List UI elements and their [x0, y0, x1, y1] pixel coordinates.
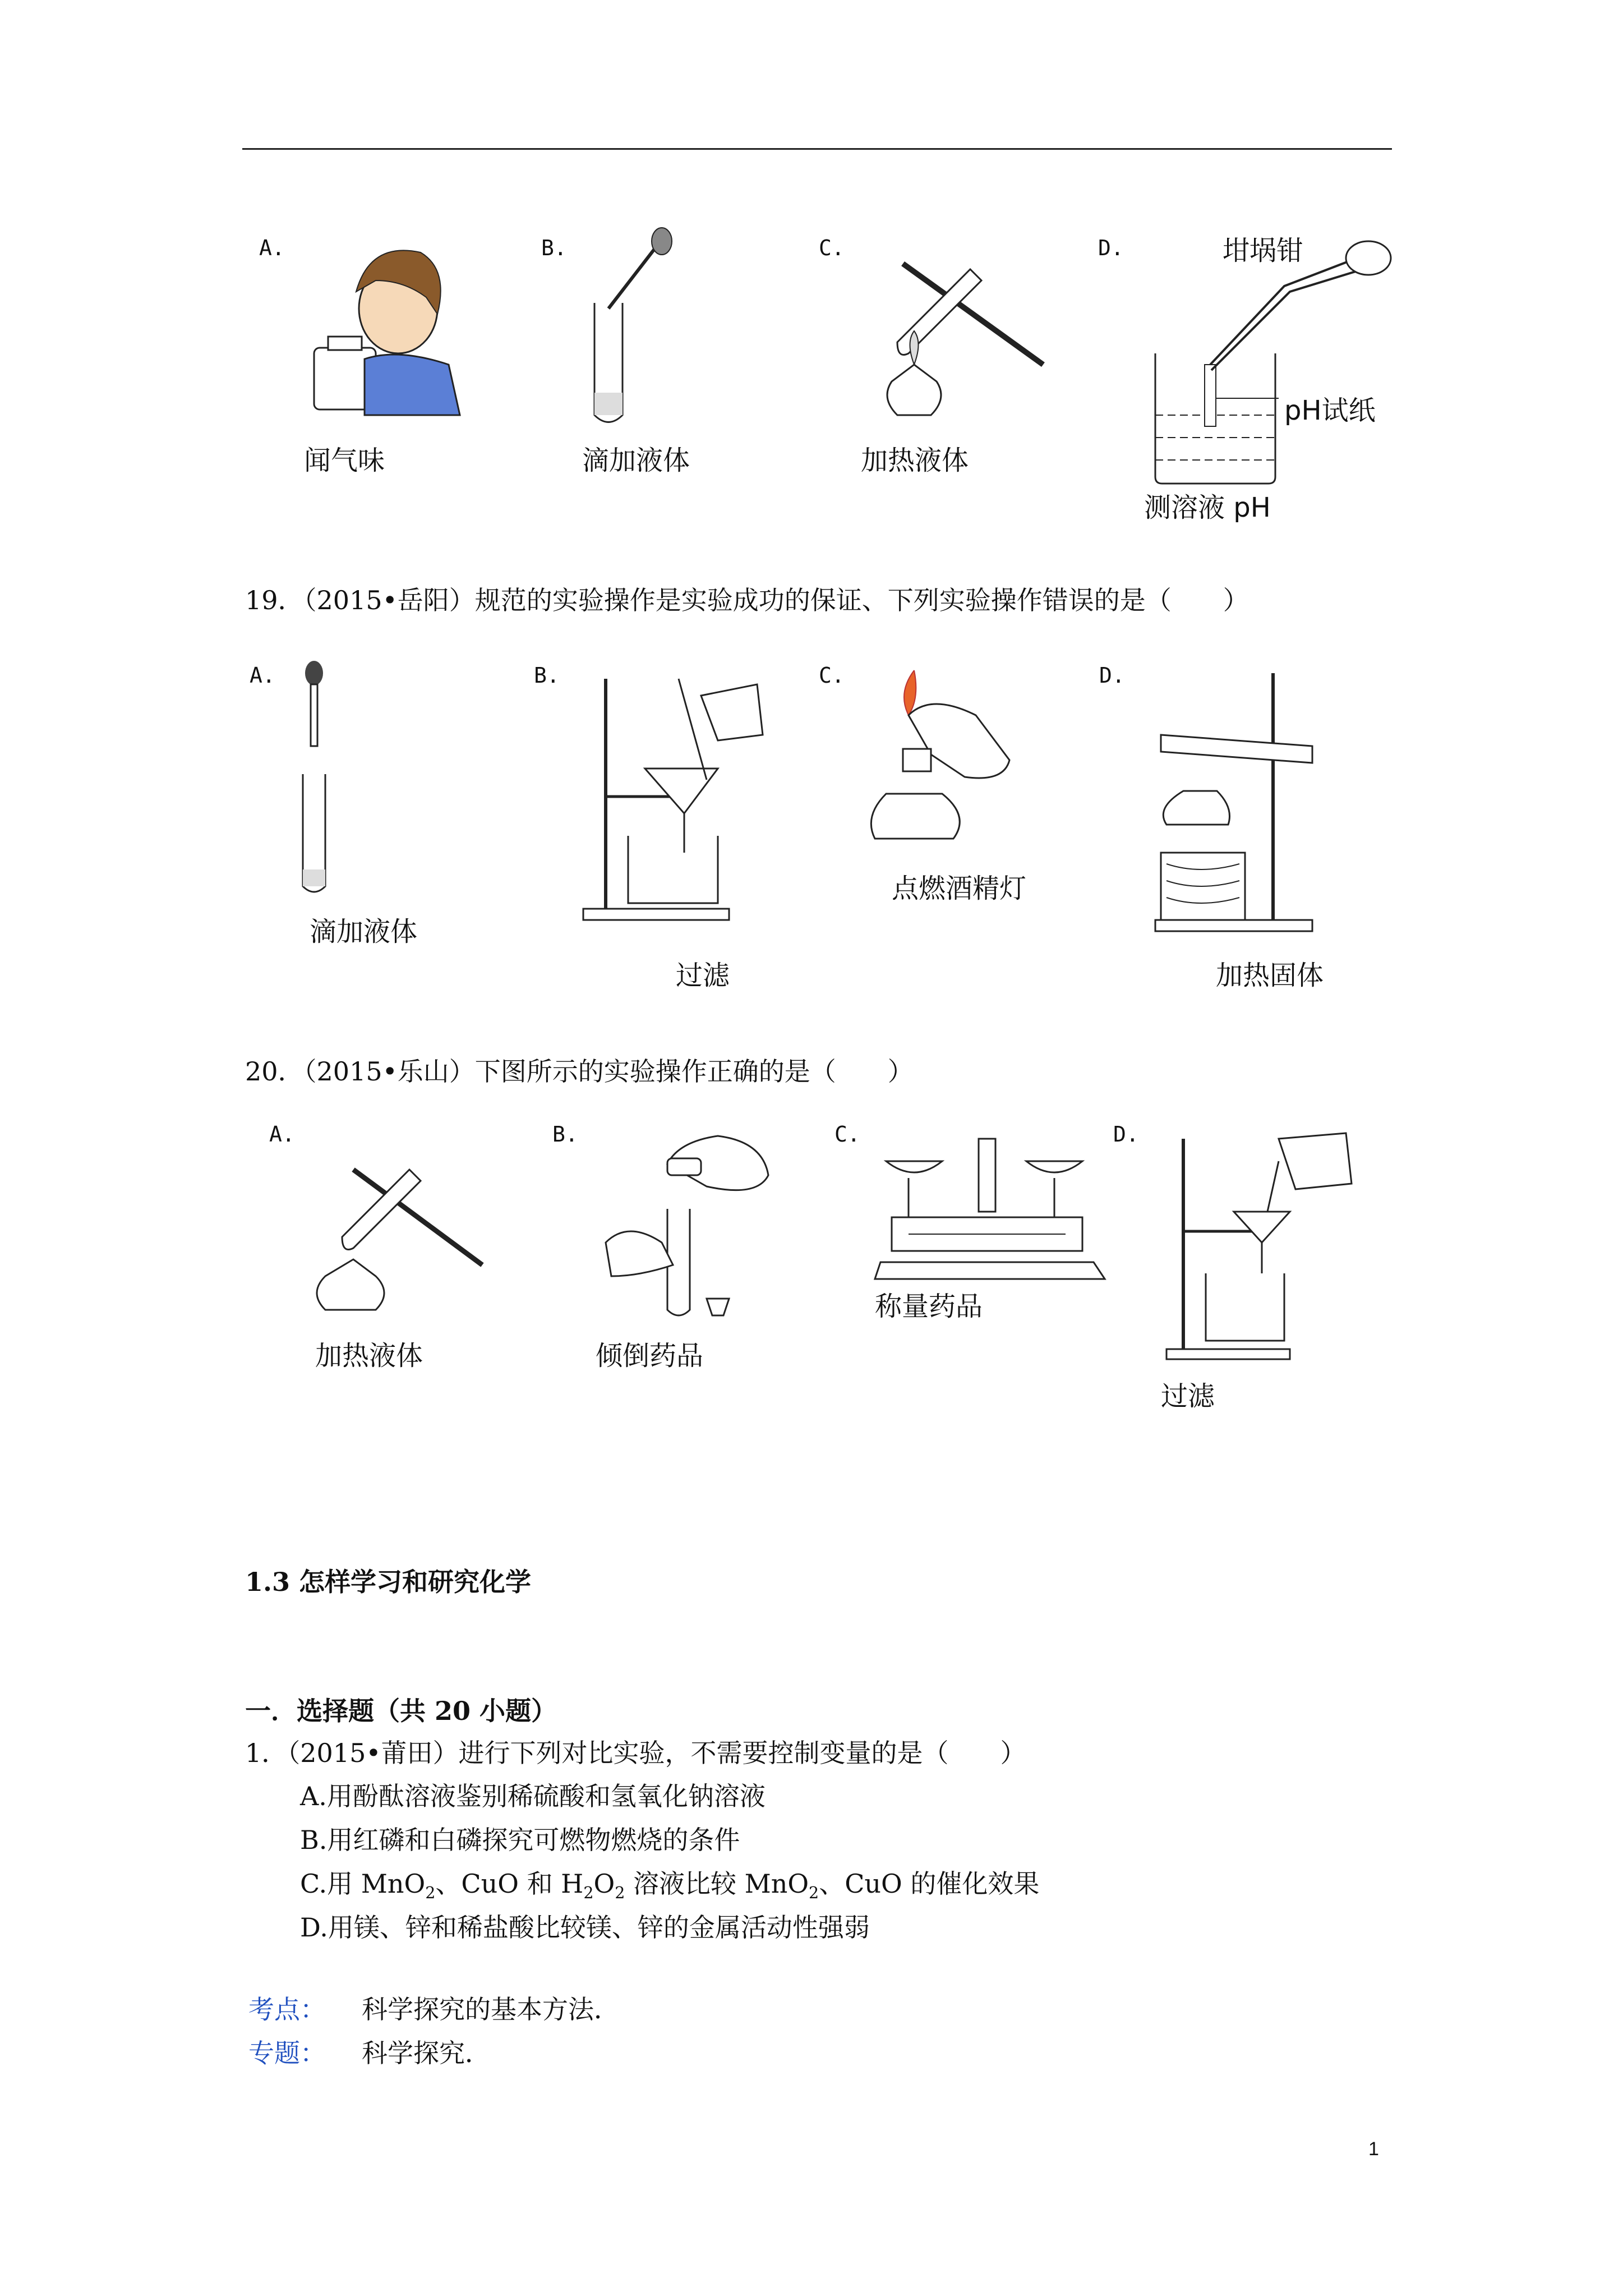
q18-label-ph-paper: pH试纸 — [1284, 395, 1376, 426]
q19-figure-d-heating-solid — [1150, 668, 1335, 933]
q18-option-d-letter: D. — [1098, 236, 1124, 260]
q20-caption-d: 过滤 — [1161, 1381, 1215, 1412]
q18-caption-a: 闻气味 — [304, 445, 385, 476]
section-title: 1.3 怎样学习和研究化学 — [245, 1567, 532, 1597]
q19-figure-a-dropper — [297, 662, 353, 905]
q19-figure-b-filtration — [578, 668, 780, 933]
q18-option-c-letter: C. — [819, 236, 845, 260]
q20-figure-d-filtration — [1161, 1128, 1363, 1365]
q19-caption-d: 加热固体 — [1216, 960, 1324, 991]
q20-caption-c: 称量药品 — [875, 1291, 983, 1322]
q20-figure-b-pouring — [594, 1130, 785, 1329]
q18-figure-a-smell — [303, 236, 471, 417]
question-20-text: 20．（2015•乐山）下图所示的实验操作正确的是（ ） — [245, 1056, 914, 1087]
q18-figure-d-ph-test — [1144, 224, 1402, 490]
q1-option-d: D.用镁、锌和稀盐酸比较镁、锌的金属活动性强弱 — [300, 1912, 870, 1943]
q18-figure-b-dropper — [583, 224, 695, 429]
part-title: 一．选择题（共 20 小题） — [245, 1696, 557, 1726]
q20-figure-c-balance — [875, 1128, 1110, 1292]
header-rule — [242, 148, 1392, 150]
q18-figure-c-heating — [858, 230, 1060, 434]
question-19-text: 19．（2015•岳阳）规范的实验操作是实验成功的保证、下列实验操作错误的是（ ） — [245, 585, 1249, 615]
q20-figure-a-heating-liquid — [308, 1136, 499, 1318]
q20-option-d-letter: D. — [1113, 1122, 1139, 1147]
question-1-stem: 1．（2015•莆田）进行下列对比实验，不需要控制变量的是（ ） — [245, 1738, 1026, 1768]
q1-option-b: B.用红磷和白磷探究可燃物燃烧的条件 — [300, 1825, 740, 1855]
q18-option-a-letter: A. — [259, 236, 285, 260]
zhuanti-text: 科学探究． — [362, 2038, 491, 2068]
q19-caption-c: 点燃酒精灯 — [892, 873, 1027, 904]
q1-option-a: A.用酚酞溶液鉴别稀硫酸和氢氧化钠溶液 — [300, 1781, 766, 1811]
q20-option-b-letter: B. — [552, 1122, 578, 1147]
q19-figure-c-lighting-lamp — [864, 670, 1032, 875]
q19-caption-b: 过滤 — [676, 960, 730, 991]
zhuanti-label: 专题： — [248, 2038, 326, 2068]
q18-caption-d: 测溶液 pH — [1144, 492, 1271, 523]
kaodian-text: 科学探究的基本方法． — [362, 1994, 620, 2024]
q18-caption-b: 滴加液体 — [582, 445, 690, 476]
q1-option-c: C.用 MnO$_2$、CuO 和 $H_2O_2$ 溶液比较 MnO$_2$、CuO 的催化效果 — [300, 1869, 1040, 1903]
kaodian-label: 考点： — [248, 1994, 326, 2024]
q18-caption-c: 加热液体 — [861, 445, 969, 476]
q19-caption-a: 滴加液体 — [310, 916, 418, 947]
q20-caption-b: 倾倒药品 — [596, 1340, 704, 1372]
q20-caption-a: 加热液体 — [315, 1340, 423, 1372]
q18-option-b-letter: B. — [541, 236, 567, 260]
q18-label-tongs: 坩埚钳 — [1223, 235, 1304, 266]
q19-option-d-letter: D. — [1099, 663, 1125, 688]
q19-option-c-letter: C. — [819, 663, 845, 688]
q19-option-a-letter: A. — [250, 663, 275, 688]
q20-option-c-letter: C. — [834, 1122, 860, 1147]
q20-option-a-letter: A. — [269, 1122, 295, 1147]
page-number: 1 — [1368, 2138, 1379, 2160]
q19-option-b-letter: B. — [534, 663, 560, 688]
